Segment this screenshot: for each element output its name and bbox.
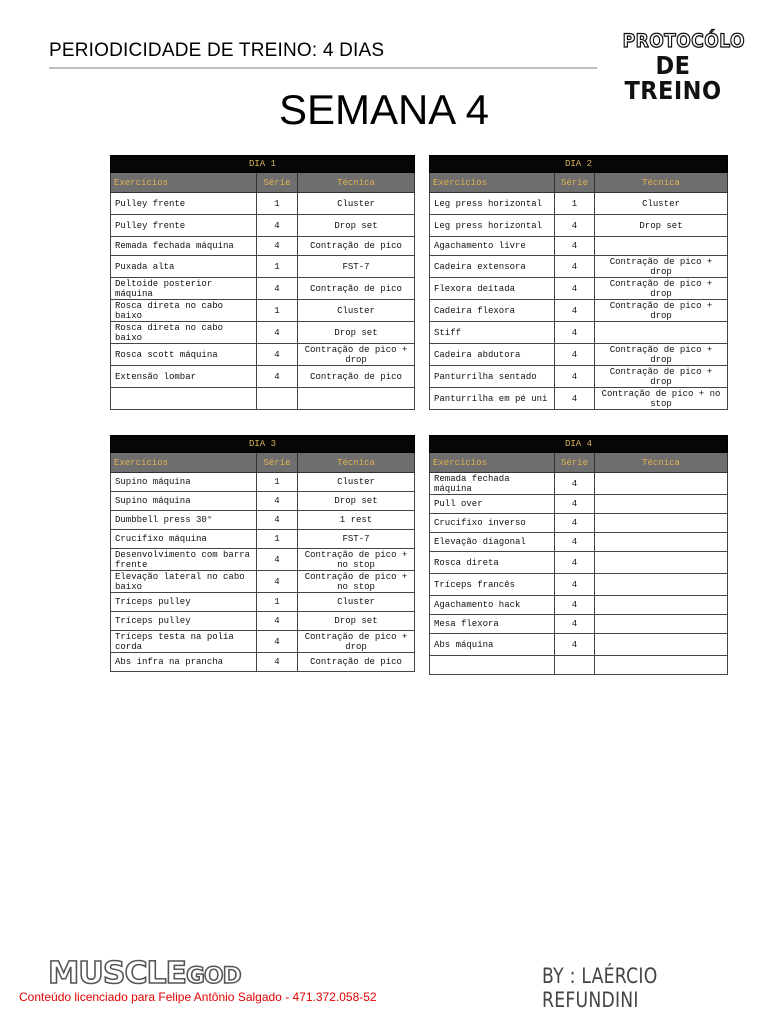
series-cell: 4 [555,552,595,574]
technique-cell: Contração de pico [298,237,415,256]
exercise-cell: Leg press horizontal [430,193,555,215]
exercise-cell: Pulley frente [111,215,257,237]
technique-cell: Contração de pico + no stop [298,571,415,593]
table-row [111,511,415,530]
table-row [430,495,728,514]
technique-cell [595,552,728,574]
technique-cell [595,322,728,344]
table-row [430,366,728,388]
table-row [111,549,415,571]
exercise-cell: Crucifixo inverso [430,514,555,533]
exercise-column-header: Exercícios [111,453,257,473]
table-row [430,656,728,675]
technique-cell: Contração de pico [298,366,415,388]
table-row [430,634,728,656]
table-row [430,193,728,215]
muscle-god-logo [48,956,241,991]
exercise-cell: Elevação lateral no cabo baixo [111,571,257,593]
exercise-column-header: Exercícios [111,173,257,193]
series-cell: 4 [555,278,595,300]
series-cell: 4 [257,571,298,593]
brand-sub: GOD [186,964,241,989]
technique-cell: Drop set [298,215,415,237]
technique-cell [595,596,728,615]
series-cell: 4 [257,631,298,653]
technique-column-header: Técnica [595,453,728,473]
series-cell: 4 [555,388,595,410]
technique-cell: Contração de pico + drop [595,278,728,300]
table-row [430,514,728,533]
series-cell: 4 [555,574,595,596]
technique-cell: Contração de pico [298,653,415,672]
series-cell: 4 [257,549,298,571]
author-byline: BY : LAÉRCIO REFUNDINI [542,964,658,1012]
technique-cell: Contração de pico + no stop [595,388,728,410]
exercise-cell: Mesa flexora [430,615,555,634]
series-cell: 4 [257,344,298,366]
day-3-table [110,435,415,672]
series-cell: 4 [555,495,595,514]
technique-cell: Contração de pico + drop [595,256,728,278]
table-row [111,256,415,278]
technique-cell: Contração de pico + drop [595,366,728,388]
series-cell: 4 [555,634,595,656]
logo-line2: DE TREINO [624,51,722,105]
technique-column-header: Técnica [595,173,728,193]
series-cell: 1 [257,473,298,492]
exercise-cell: Rosca direta [430,552,555,574]
day-2-table [429,155,728,410]
day-4-table [429,435,728,675]
exercise-cell: Tríceps francês [430,574,555,596]
exercise-cell: Agachamento hack [430,596,555,615]
technique-cell [595,533,728,552]
brand-main: MUSCLE [48,956,187,991]
technique-cell: Contração de pico + drop [595,344,728,366]
series-cell: 4 [257,612,298,631]
technique-cell [595,514,728,533]
exercise-cell: Supino máquina [111,492,257,511]
technique-cell: Drop set [298,492,415,511]
technique-cell: Cluster [298,300,415,322]
series-cell: 4 [555,237,595,256]
technique-cell [595,473,728,495]
table-row [430,322,728,344]
series-cell: 4 [555,366,595,388]
series-column-header: Série [555,453,595,473]
exercise-cell: Panturrilha sentado [430,366,555,388]
table-row [430,344,728,366]
technique-cell: Contração de pico + drop [298,631,415,653]
table-row [111,593,415,612]
week-title: SEMANA 4 [278,86,490,133]
table-row [430,596,728,615]
technique-column-header: Técnica [298,453,415,473]
technique-column-header: Técnica [298,173,415,193]
series-cell: 1 [257,530,298,549]
series-column-header: Série [257,173,298,193]
table-row [111,612,415,631]
exercise-cell [430,656,555,675]
series-cell: 4 [555,615,595,634]
series-cell [555,656,595,675]
exercise-cell: Supino máquina [111,473,257,492]
page-header-title: PERIODICIDADE DE TREINO: 4 DIAS [49,40,385,61]
exercise-cell: Cadeira flexora [430,300,555,322]
exercise-cell: Agachamento livre [430,237,555,256]
technique-cell [595,574,728,596]
exercise-cell: Rosca direta no cabo baixo [111,300,257,322]
table-row [430,574,728,596]
technique-cell: Drop set [595,215,728,237]
technique-cell [595,634,728,656]
logo-line1: PROTOCÓLO [622,30,745,52]
exercise-cell: Crucifixo máquina [111,530,257,549]
table-row [111,193,415,215]
series-cell: 1 [257,593,298,612]
exercise-cell: Extensão lombar [111,366,257,388]
exercise-cell: Remada fechada máquina [111,237,257,256]
technique-cell: Contração de pico + no stop [298,549,415,571]
table-row [430,256,728,278]
technique-cell: Contração de pico + drop [298,344,415,366]
table-row [111,388,415,410]
exercise-column-header: Exercícios [430,453,555,473]
exercise-cell: Desenvolvimento com barra frente [111,549,257,571]
exercise-cell: Leg press horizontal [430,215,555,237]
series-cell: 4 [257,237,298,256]
exercise-cell: Stiff [430,322,555,344]
technique-cell [595,495,728,514]
exercise-cell: Pull over [430,495,555,514]
exercise-cell: Remada fechada máquina [430,473,555,495]
technique-cell [298,388,415,410]
technique-cell: FST-7 [298,256,415,278]
exercise-cell: Dumbbell press 30° [111,511,257,530]
table-row [111,278,415,300]
technique-cell: FST-7 [298,530,415,549]
exercise-cell: Abs máquina [430,634,555,656]
table-row [430,552,728,574]
series-cell: 4 [555,322,595,344]
series-cell: 4 [555,473,595,495]
table-row [111,344,415,366]
series-cell: 1 [257,300,298,322]
technique-cell: Contração de pico + drop [595,300,728,322]
series-cell: 1 [257,256,298,278]
table-row [430,278,728,300]
exercise-cell: Cadeira extensora [430,256,555,278]
table-row [111,571,415,593]
table-row [111,631,415,653]
technique-cell: Drop set [298,322,415,344]
table-row [430,473,728,495]
series-cell: 4 [257,322,298,344]
series-cell: 4 [555,300,595,322]
license-notice: Conteúdo licenciado para Felipe Antônio Salgado - 471.372.058-52 [19,990,377,1004]
series-cell: 4 [257,366,298,388]
table-row [430,237,728,256]
series-cell: 4 [257,278,298,300]
table-row [430,615,728,634]
series-cell: 4 [555,514,595,533]
series-cell: 4 [257,215,298,237]
exercise-cell: Pulley frente [111,193,257,215]
series-cell: 4 [257,492,298,511]
exercise-cell: Panturrilha em pé uni [430,388,555,410]
day-1-table [110,155,415,410]
series-cell [257,388,298,410]
day-label: DIA 1 [111,156,415,173]
technique-cell: Contração de pico [298,278,415,300]
table-row [111,530,415,549]
exercise-cell: Tríceps testa na polia corda [111,631,257,653]
series-cell: 4 [555,533,595,552]
table-row [111,492,415,511]
series-cell: 1 [555,193,595,215]
series-column-header: Série [555,173,595,193]
table-row [111,653,415,672]
technique-cell: 1 rest [298,511,415,530]
table-row [111,322,415,344]
table-row [430,388,728,410]
exercise-cell: Puxada alta [111,256,257,278]
table-row [111,366,415,388]
table-row [430,215,728,237]
technique-cell [595,615,728,634]
series-column-header: Série [257,453,298,473]
exercise-cell: Rosca scott máquina [111,344,257,366]
technique-cell: Cluster [298,593,415,612]
table-row [111,473,415,492]
series-cell: 4 [555,215,595,237]
day-label: DIA 2 [430,156,728,173]
exercise-cell: Flexora deitada [430,278,555,300]
technique-cell: Cluster [595,193,728,215]
technique-cell [595,237,728,256]
table-row [111,300,415,322]
exercise-cell: Elevação diagonal [430,533,555,552]
technique-cell: Drop set [298,612,415,631]
technique-cell: Cluster [298,193,415,215]
technique-cell [595,656,728,675]
exercise-cell: Rosca direta no cabo baixo [111,322,257,344]
day-label: DIA 4 [430,436,728,453]
series-cell: 4 [555,256,595,278]
table-row [111,215,415,237]
exercise-cell: Deltoide posterior máquina [111,278,257,300]
exercise-cell: Tríceps pulley [111,612,257,631]
table-row [430,533,728,552]
table-row [111,237,415,256]
series-cell: 1 [257,193,298,215]
technique-cell: Cluster [298,473,415,492]
table-row [430,300,728,322]
exercise-column-header: Exercícios [430,173,555,193]
exercise-cell [111,388,257,410]
series-cell: 4 [555,344,595,366]
header-divider [49,67,597,69]
exercise-cell: Abs infra na prancha [111,653,257,672]
exercise-cell: Tríceps pulley [111,593,257,612]
exercise-cell: Cadeira abdutora [430,344,555,366]
series-cell: 4 [555,596,595,615]
day-label: DIA 3 [111,436,415,453]
series-cell: 4 [257,511,298,530]
series-cell: 4 [257,653,298,672]
